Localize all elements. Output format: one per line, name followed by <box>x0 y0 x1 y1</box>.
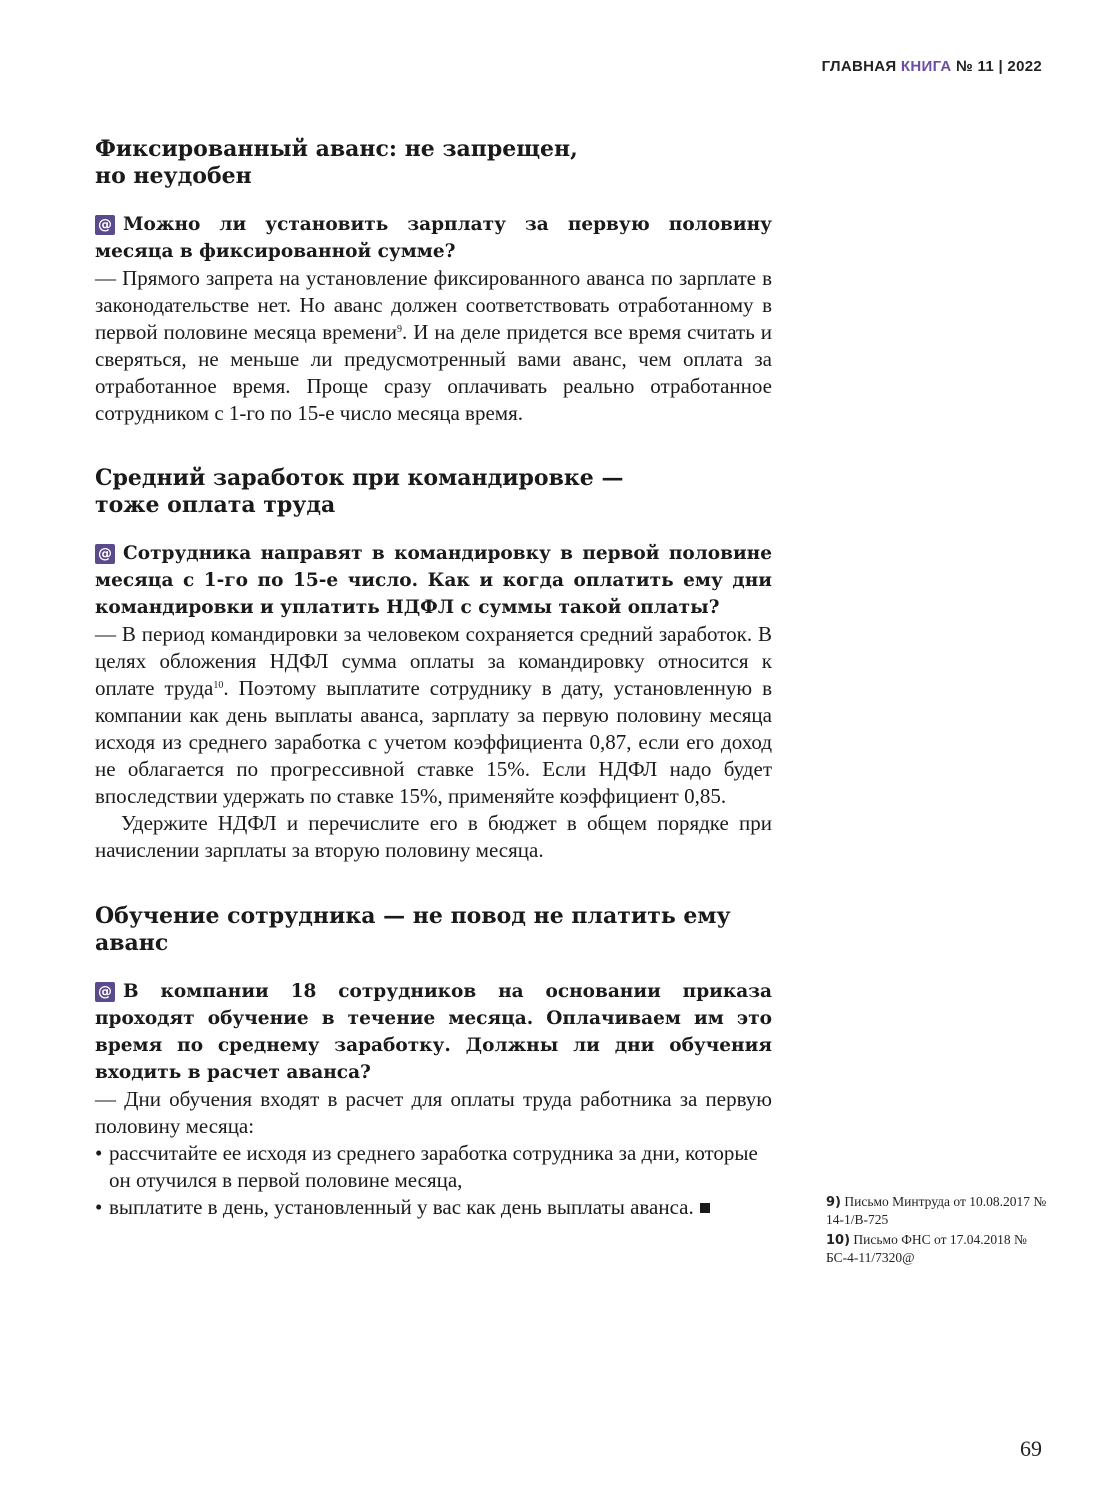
section-fixed-advance <box>95 136 772 427</box>
at-icon: @ <box>95 215 115 235</box>
question: @ Сотрудника направят в командировку в первой половине месяца с 1-го по 15-е число. Как и когда оплатить ему дни командировки и уплатить НДФЛ с суммы такой оплаты? <box>95 543 772 618</box>
footnote-ref: 10 <box>213 680 224 691</box>
list-item: • выплатите в день, установленный у вас как день выплаты аванса. <box>95 1194 772 1221</box>
section-business-trip <box>95 465 772 864</box>
page-number: 69 <box>1020 1436 1042 1461</box>
brand-part2: КНИГА <box>900 58 952 75</box>
answer-paragraph: Удержите НДФЛ и перечислите его в бюджет в общем порядке при начислении зарплаты за вторую половину месяца. <box>95 811 772 862</box>
masthead <box>822 58 1042 75</box>
brand-part1: ГЛАВНАЯ <box>821 58 897 75</box>
footnote-9: 9) Письмо Минтруда от 10.08.2017 № 14-1/В-725 <box>826 1194 1047 1227</box>
section-training <box>95 903 772 1221</box>
answer: — В период командировки за человеком сохраняется средний заработок. В целях обложения НДФЛ сумма оплаты за командировку относится к оплате труда$^{10}$. Поэтому выплатите сотруднику в дату, установленную в компании как день выплаты аванса, зарплату за первую половину месяца исходя из среднего заработка с учетом коэффициента 0,87, если его доход не облагается по прогрессивной ставке 15%. Если НДФЛ надо будет впоследствии удержать по ставке 15%, применяйте коэффициент 0,85. <box>95 622 772 808</box>
section-title: Средний заработок при командировке — тоже оплата труда <box>95 465 624 518</box>
answer: — Прямого запрета на установление фиксированного аванса по зарплате в законодательстве нет. Но аванс должен соответствовать отработанному в первой половине месяца времени$^9$. И на деле придется все время считать и сверяться, не меньше ли предусмотренный вами аванс, чем оплата за отработанное время. Проще сразу оплачивать реально отработанное сотрудником с 1-го по 15-е число месяца время. <box>95 266 772 425</box>
list-item: • рассчитайте ее исходя из среднего заработка сотрудника за дни, которые он отучился в первой половине месяца, <box>95 1140 772 1194</box>
section-title: Обучение сотрудника — не повод не платить ему аванс <box>95 903 731 956</box>
end-mark-icon <box>700 1203 710 1213</box>
issue-number: № 11 | 2022 <box>956 58 1042 75</box>
footnote-ref: 9 <box>397 324 403 335</box>
footnotes <box>826 1193 1056 1269</box>
bullet-list <box>95 1140 772 1221</box>
at-icon: @ <box>95 982 115 1002</box>
question: @ Можно ли установить зарплату за первую половину месяца в фиксированной сумме? <box>95 214 772 262</box>
section-title: Фиксированный аванс: не запрещен, но неудобен <box>95 136 578 189</box>
question: @ В компании 18 сотрудников на основании приказа проходят обучение в течение месяца. Оплачиваем им это время по среднему заработку. Должны ли дни обучения входить в расчет аванса? <box>95 981 772 1083</box>
footnote-10: 10) Письмо ФНС от 17.04.2018 № БС-4-11/7320@ <box>826 1232 1027 1265</box>
at-icon: @ <box>95 544 115 564</box>
answer: — Дни обучения входят в расчет для оплаты труда работника за первую половину месяца: <box>95 1087 772 1138</box>
main-column <box>95 136 772 1221</box>
